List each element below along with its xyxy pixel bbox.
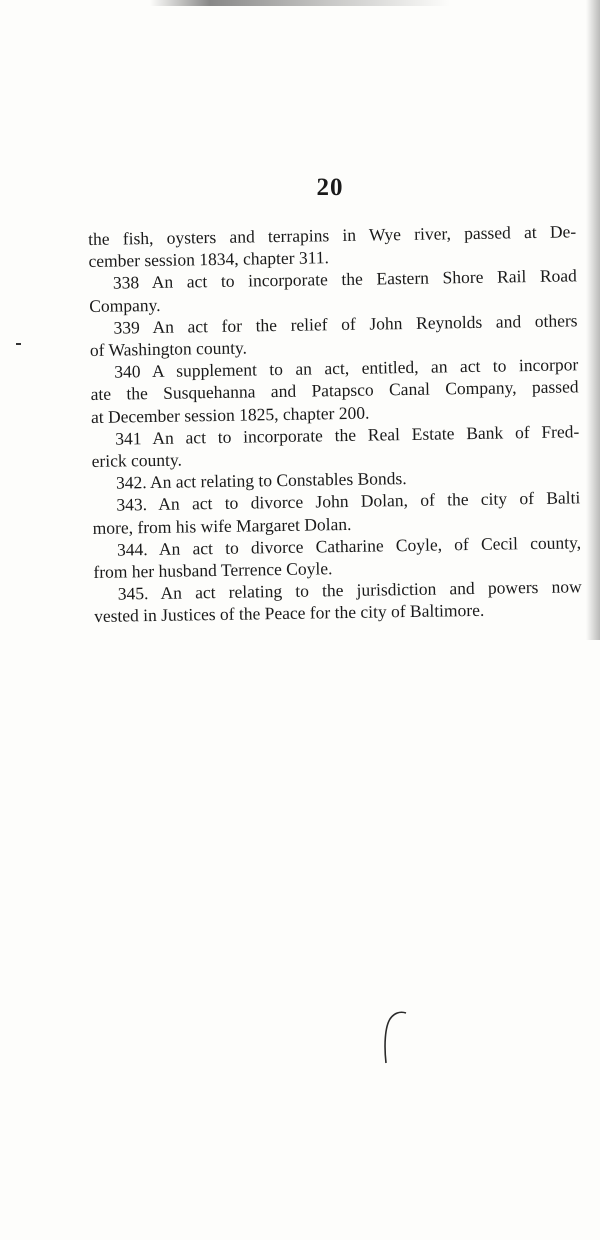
scan-smudge	[150, 0, 450, 6]
text-line: the fish, oysters and terrapins in Wye river, passed at De-	[88, 221, 577, 249]
text-line: erick county.	[91, 449, 183, 472]
text-line: 341 An act to incorporate the Real Estate Bank of Fred-	[115, 421, 580, 449]
text-line: Company.	[89, 294, 161, 316]
text-line: from her husband Terrence Coyle.	[93, 558, 333, 583]
text-line: more, from his wife Margaret Dolan.	[92, 513, 352, 538]
text-line: 339 An act for the relief of John Reynolds and others	[113, 310, 578, 338]
margin-mark	[16, 343, 21, 345]
text-line: 345. An act relating to the jurisdiction and powers now	[117, 576, 582, 604]
page-edge-shadow	[586, 0, 600, 640]
text-line: 343. An act to divorce John Dolan, of the city of Balti	[116, 487, 581, 516]
text-line: 338 An act to incorporate the Eastern Shore Rail Road	[112, 265, 577, 294]
text-line: at December session 1825, chapter 200.	[90, 402, 370, 427]
text-line: ate the Susquehanna and Patapsco Canal Company, passed	[90, 376, 579, 405]
text-line: vested in Justices of the Peace for the city of Baltimore.	[93, 600, 485, 627]
text-line: cember session 1834, chapter 311.	[88, 247, 330, 272]
text-line: 340 A supplement to an act, entitled, an act to incorpor	[114, 354, 579, 382]
text-line: of Washington county.	[89, 337, 248, 360]
body-text	[88, 220, 582, 627]
pen-stroke-mark	[380, 1005, 420, 1065]
page-number: 20	[316, 174, 344, 201]
text-line: 342. An act relating to Constables Bonds.	[115, 468, 407, 493]
text-line: 344. An act to divorce Catharine Coyle, of Cecil county,	[116, 532, 582, 560]
